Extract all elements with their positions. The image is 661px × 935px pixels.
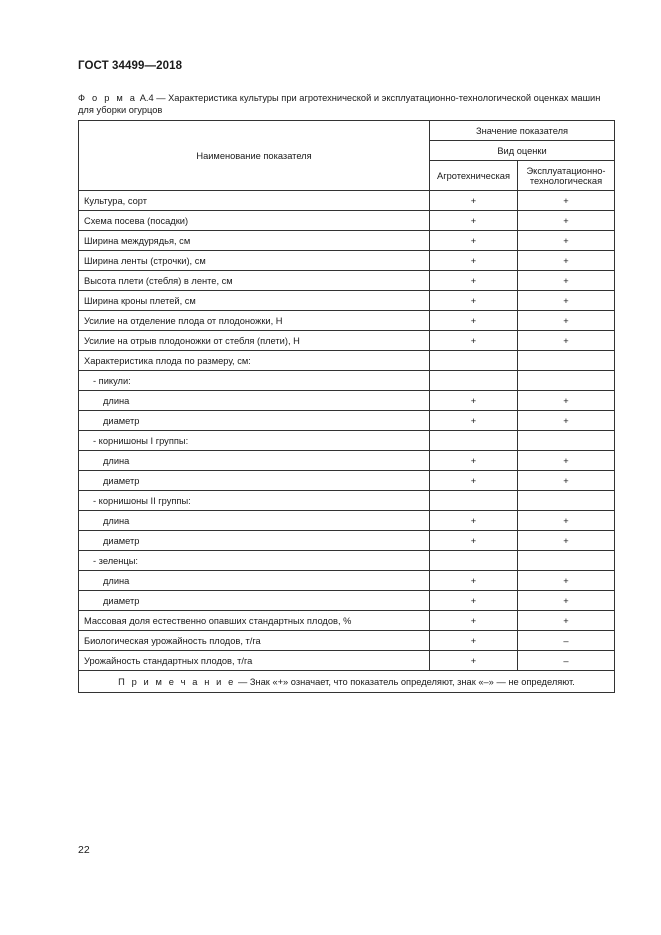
table-row	[79, 471, 615, 491]
table-row	[79, 191, 615, 211]
note-text: — Знак «+» означает, что показатель определяют, знак «–» — не определяют.	[235, 676, 575, 687]
row-label: Ширина ленты (строчки), см	[79, 251, 430, 271]
expl-mark: +	[518, 271, 615, 291]
header-value: Значение показателя	[430, 121, 615, 141]
form-caption	[78, 92, 618, 116]
row-label: Ширина междурядья, см	[79, 231, 430, 251]
agro-mark: +	[430, 191, 518, 211]
empty-cell	[518, 351, 615, 371]
agro-mark: +	[430, 251, 518, 271]
row-label: длина	[79, 391, 430, 411]
row-label: диаметр	[79, 471, 430, 491]
expl-mark	[518, 431, 615, 451]
expl-mark	[518, 371, 615, 391]
row-label: Массовая доля естественно опавших стандартных плодов, %	[79, 611, 430, 631]
agro-mark: +	[430, 411, 518, 431]
agro-mark: +	[430, 531, 518, 551]
table-row	[79, 531, 615, 551]
expl-mark: +	[518, 391, 615, 411]
agro-mark	[430, 371, 518, 391]
table-row	[79, 411, 615, 431]
table-row	[79, 391, 615, 411]
table-row	[79, 311, 615, 331]
agro-mark	[430, 491, 518, 511]
table-row	[79, 231, 615, 251]
table-row	[79, 451, 615, 471]
form-label: Ф о р м а	[78, 93, 138, 103]
agro-mark: +	[430, 651, 518, 671]
agro-mark: +	[430, 511, 518, 531]
table-row	[79, 251, 615, 271]
row-label: Культура, сорт	[79, 191, 430, 211]
table-row	[79, 491, 615, 511]
agro-mark: +	[430, 231, 518, 251]
agro-mark: +	[430, 631, 518, 651]
row-label: Схема посева (посадки)	[79, 211, 430, 231]
expl-mark: +	[518, 571, 615, 591]
table-row	[79, 291, 615, 311]
expl-mark: –	[518, 631, 615, 651]
agro-mark: +	[430, 211, 518, 231]
agro-mark: +	[430, 451, 518, 471]
expl-mark: +	[518, 531, 615, 551]
expl-mark: +	[518, 611, 615, 631]
agro-mark: +	[430, 291, 518, 311]
agro-mark	[430, 431, 518, 451]
expl-mark: +	[518, 511, 615, 531]
expl-mark: +	[518, 411, 615, 431]
form-title: А.4 — Характеристика культуры при агротехнической и эксплуатационно-технологической оценках машин для уборки огурцов	[78, 93, 601, 115]
agro-mark: +	[430, 391, 518, 411]
expl-mark: +	[518, 191, 615, 211]
agro-mark: +	[430, 611, 518, 631]
expl-mark: +	[518, 311, 615, 331]
table-row	[79, 351, 615, 371]
row-label: диаметр	[79, 591, 430, 611]
table-row	[79, 571, 615, 591]
row-label: Урожайность стандартных плодов, т/га	[79, 651, 430, 671]
expl-mark: +	[518, 591, 615, 611]
row-label: - пикули:	[79, 371, 430, 391]
standard-header: ГОСТ 34499—2018	[78, 60, 183, 72]
table-row	[79, 271, 615, 291]
agro-mark: +	[430, 571, 518, 591]
expl-mark: +	[518, 331, 615, 351]
empty-cell	[430, 351, 518, 371]
expl-mark: +	[518, 211, 615, 231]
row-label: Усилие на отделение плода от плодоножки, Н	[79, 311, 430, 331]
row-label: Биологическая урожайность плодов, т/га	[79, 631, 430, 651]
row-label: Усилие на отрыв плодоножки от стебля (плети), Н	[79, 331, 430, 351]
agro-mark: +	[430, 471, 518, 491]
note-row	[79, 671, 615, 693]
agro-mark: +	[430, 311, 518, 331]
row-label: - зеленцы:	[79, 551, 430, 571]
table-row	[79, 611, 615, 631]
agro-mark: +	[430, 591, 518, 611]
table-row	[79, 371, 615, 391]
expl-mark	[518, 491, 615, 511]
header-agro: Агротехническая	[430, 161, 518, 191]
row-label: диаметр	[79, 411, 430, 431]
expl-mark	[518, 551, 615, 571]
group-label: Характеристика плода по размеру, см:	[79, 351, 430, 371]
header-eval-type: Вид оценки	[430, 141, 615, 161]
expl-mark: +	[518, 231, 615, 251]
table-row	[79, 511, 615, 531]
row-label: Высота плети (стебля) в ленте, см	[79, 271, 430, 291]
row-label: длина	[79, 451, 430, 471]
table-row	[79, 591, 615, 611]
agro-mark: +	[430, 271, 518, 291]
header-expl: Эксплуатационно-технологическая	[518, 161, 615, 191]
table-row	[79, 431, 615, 451]
row-label: длина	[79, 511, 430, 531]
table-row	[79, 651, 615, 671]
table-row	[79, 631, 615, 651]
row-label: Ширина кроны плетей, см	[79, 291, 430, 311]
header-name: Наименование показателя	[79, 121, 430, 191]
table-row	[79, 211, 615, 231]
row-label: длина	[79, 571, 430, 591]
page-number: 22	[78, 844, 90, 856]
table-row	[79, 551, 615, 571]
expl-mark: +	[518, 291, 615, 311]
agro-mark	[430, 551, 518, 571]
row-label: - корнишоны I группы:	[79, 431, 430, 451]
agro-mark: +	[430, 331, 518, 351]
expl-mark: +	[518, 471, 615, 491]
crop-characteristics-table	[78, 120, 615, 693]
row-label: - корнишоны II группы:	[79, 491, 430, 511]
note-label: П р и м е ч а н и е	[118, 676, 236, 687]
table-note	[79, 671, 615, 693]
table-row	[79, 331, 615, 351]
expl-mark: +	[518, 451, 615, 471]
expl-mark: –	[518, 651, 615, 671]
row-label: диаметр	[79, 531, 430, 551]
expl-mark: +	[518, 251, 615, 271]
